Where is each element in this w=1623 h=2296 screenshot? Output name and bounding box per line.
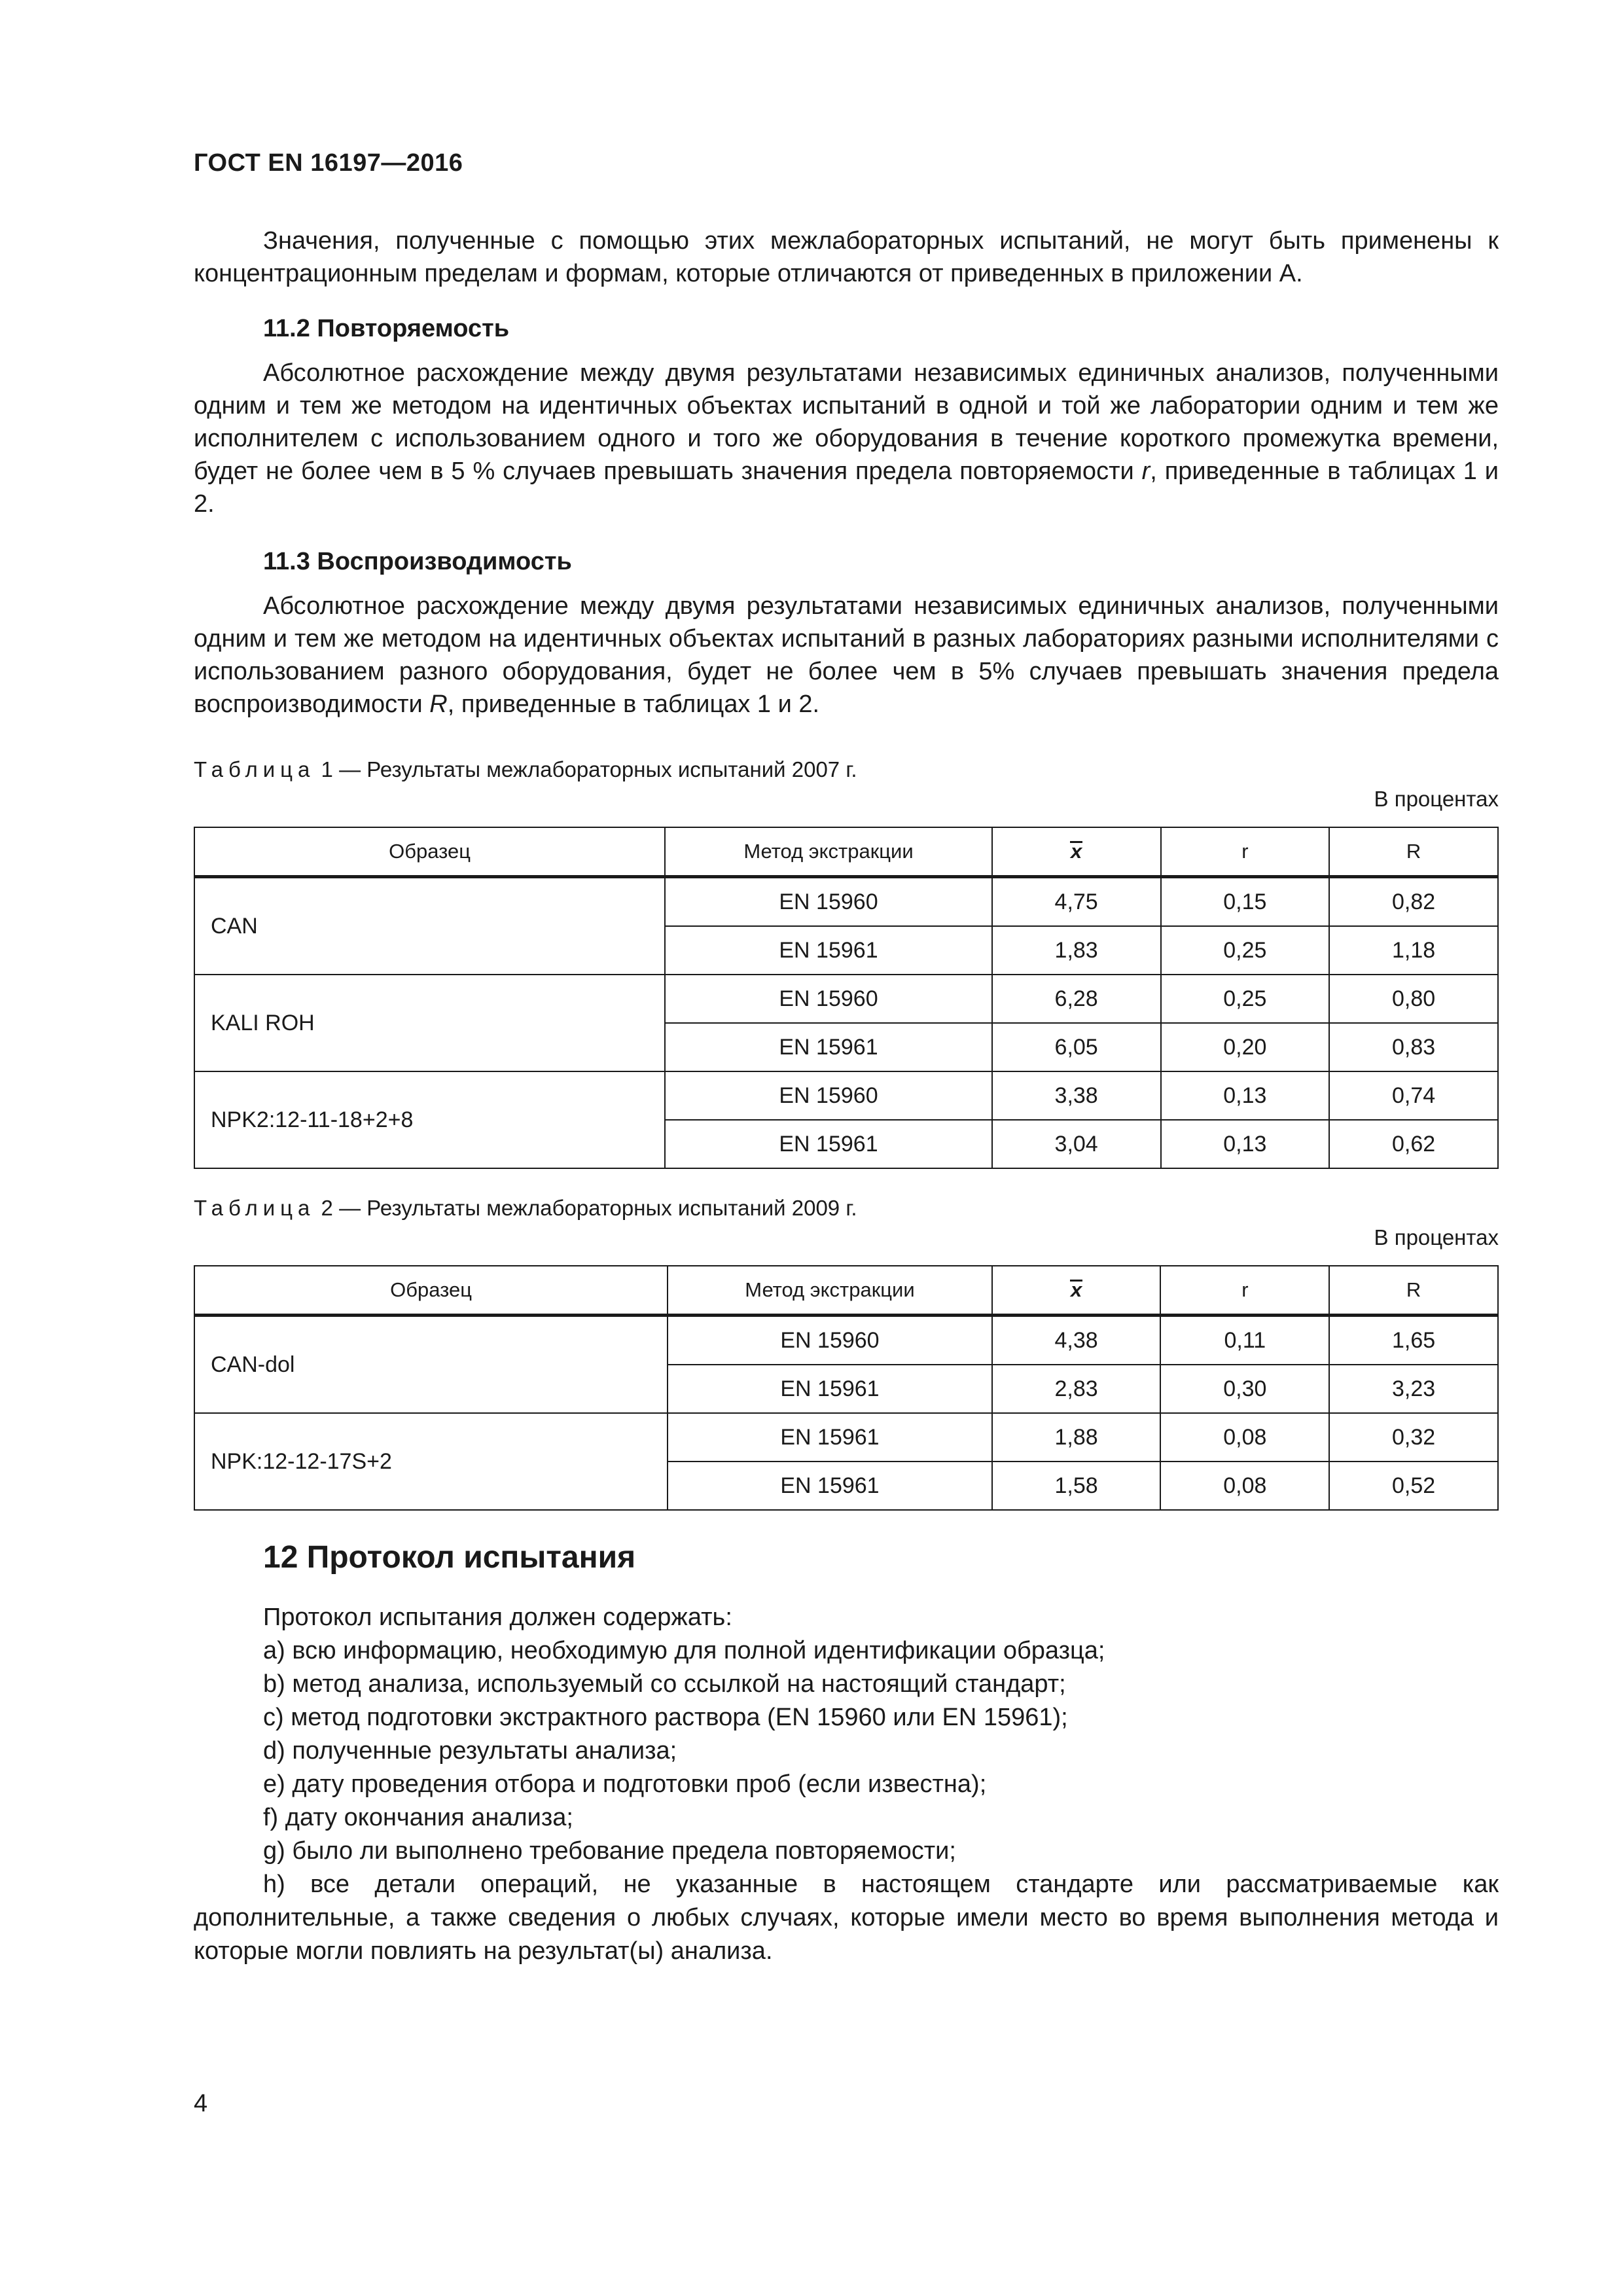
reproducibility-symbol: R — [429, 691, 448, 718]
mean-cell: 4,38 — [992, 1316, 1161, 1365]
mean-cell: 1,83 — [992, 926, 1161, 975]
intro-paragraph: Значения, полученные с помощью этих межлабораторных испытаний, не могут быть применены к концентрационным пределам и формам, которые отличаются от приведенных в приложении А. — [194, 227, 1499, 287]
section-11-2-title: 11.2 Повторяемость — [263, 315, 510, 342]
list-item: g) было ли выполнено требование предела повторяемости; — [263, 1837, 956, 1865]
R-cell: 0,32 — [1329, 1413, 1498, 1462]
table-row — [194, 877, 1498, 927]
header-method: Метод экстракции — [665, 827, 992, 877]
header-sample: Образец — [194, 1266, 668, 1316]
method-cell: EN 15960 — [668, 1316, 992, 1365]
table-number: 2 — [315, 1196, 333, 1220]
list-item: b) метод анализа, используемый со ссылкой на настоящий стандарт; — [263, 1670, 1066, 1698]
method-cell: EN 15961 — [665, 926, 992, 975]
list-lead: Протокол испытания должен содержать: — [263, 1604, 732, 1631]
text-part: Абсолютное расхождение между двумя результатами независимых единичных анализов, полученными одним и тем же методом на идентичных объектах испытаний в разных лабораториях разными исполнителями с использованием разного оборудования, будет не более чем в 5% случаев превышать значения предела воспроизводимости — [194, 592, 1499, 718]
mean-cell: 1,88 — [992, 1413, 1161, 1462]
R-cell: 1,18 — [1329, 926, 1498, 975]
mean-cell: 4,75 — [992, 877, 1161, 927]
r-cell: 0,25 — [1161, 975, 1330, 1023]
header-reproducibility: R — [1329, 827, 1498, 877]
method-cell: EN 15961 — [668, 1365, 992, 1413]
r-cell: 0,20 — [1161, 1023, 1330, 1071]
sample-cell: NPK:12-12-17S+2 — [194, 1413, 668, 1510]
list-item: a) всю информацию, необходимую для полной идентификации образца; — [263, 1637, 1105, 1664]
R-cell: 1,65 — [1329, 1316, 1498, 1365]
mean-cell: 3,04 — [992, 1120, 1161, 1168]
section-11-3-title: 11.3 Воспроизводимость — [263, 548, 572, 575]
sample-cell: CAN — [194, 877, 665, 975]
R-cell: 0,62 — [1329, 1120, 1498, 1168]
table-title: — Результаты межлабораторных испытаний 2009 г. — [332, 1196, 857, 1220]
mean-cell: 6,28 — [992, 975, 1161, 1023]
text-part: , приведенные в таблицах 1 и 2. — [194, 457, 1499, 518]
table-header-row — [194, 827, 1498, 877]
table-label: Таблица — [194, 1196, 315, 1220]
mean-symbol: x — [1070, 1278, 1082, 1301]
table-row — [194, 1071, 1498, 1120]
list-item: f) дату окончания анализа; — [263, 1804, 573, 1831]
section-12-title: 12 Протокол испытания — [263, 1540, 636, 1575]
repeatability-symbol: r — [1141, 457, 1150, 485]
mean-cell: 1,58 — [992, 1462, 1161, 1510]
r-cell: 0,11 — [1160, 1316, 1329, 1365]
mean-cell: 2,83 — [992, 1365, 1161, 1413]
r-cell: 0,13 — [1161, 1120, 1330, 1168]
table-number: 1 — [315, 757, 333, 781]
header-repeatability: r — [1160, 1266, 1329, 1316]
method-cell: EN 15960 — [665, 975, 992, 1023]
method-cell: EN 15960 — [665, 877, 992, 927]
sample-cell: CAN-dol — [194, 1316, 668, 1414]
header-mean — [992, 1266, 1161, 1316]
R-cell: 3,23 — [1329, 1365, 1498, 1413]
table2-unit: В процентах — [1374, 1225, 1499, 1249]
section-11-2-text — [194, 357, 1499, 520]
list-item: h) все детали операций, не указанные в настоящем стандарте или рассматриваемые как дополнительные, а также сведения о любых случаях, которые имели место во время выполнения метода и которые могли повлиять на результат(ы) анализа. — [194, 1871, 1499, 1965]
table-title: — Результаты межлабораторных испытаний 2007 г. — [332, 757, 857, 781]
list-item: d) полученные результаты анализа; — [263, 1737, 677, 1765]
list-item: e) дату проведения отбора и подготовки проб (если известна); — [263, 1770, 987, 1798]
table-header-row — [194, 1266, 1498, 1316]
text-part: Абсолютное расхождение между двумя результатами независимых единичных анализов, полученными одним и тем же методом на идентичных объектах испытаний в одной и той же лаборатории одним и тем же исполнителем с использованием одного и того же оборудования в течение короткого промежутка времени, будет не более чем в 5 % случаев превышать значения предела повторяемости — [194, 359, 1499, 485]
document-id: ГОСТ EN 16197—2016 — [194, 149, 463, 177]
r-cell: 0,08 — [1160, 1413, 1329, 1462]
method-cell: EN 15961 — [668, 1462, 992, 1510]
header-method: Метод экстракции — [668, 1266, 992, 1316]
method-cell: EN 15961 — [665, 1120, 992, 1168]
R-cell: 0,82 — [1329, 877, 1498, 927]
mean-cell: 6,05 — [992, 1023, 1161, 1071]
r-cell: 0,13 — [1161, 1071, 1330, 1120]
header-sample: Образец — [194, 827, 665, 877]
list-item: c) метод подготовки экстрактного раствора (EN 15960 или EN 15961); — [263, 1704, 1068, 1731]
R-cell: 0,52 — [1329, 1462, 1498, 1510]
table2 — [194, 1265, 1499, 1511]
table1-unit: В процентах — [1374, 787, 1499, 811]
table-row — [194, 1316, 1498, 1365]
R-cell: 0,80 — [1329, 975, 1498, 1023]
r-cell: 0,25 — [1161, 926, 1330, 975]
header-mean — [992, 827, 1161, 877]
sample-cell: KALI ROH — [194, 975, 665, 1071]
method-cell: EN 15960 — [665, 1071, 992, 1120]
table-row — [194, 1413, 1498, 1462]
header-reproducibility: R — [1329, 1266, 1498, 1316]
section-12-list — [194, 1601, 1499, 1968]
page-number: 4 — [194, 2090, 208, 2117]
table1 — [194, 827, 1499, 1169]
text-part: , приведенные в таблицах 1 и 2. — [447, 691, 820, 718]
r-cell: 0,30 — [1160, 1365, 1329, 1413]
table-row — [194, 975, 1498, 1023]
header-repeatability: r — [1161, 827, 1330, 877]
r-cell: 0,08 — [1160, 1462, 1329, 1510]
section-11-3-text — [194, 590, 1499, 721]
table1-caption — [194, 757, 857, 782]
R-cell: 0,74 — [1329, 1071, 1498, 1120]
method-cell: EN 15961 — [668, 1413, 992, 1462]
sample-cell: NPK2:12-11-18+2+8 — [194, 1071, 665, 1168]
mean-symbol: x — [1071, 840, 1082, 863]
R-cell: 0,83 — [1329, 1023, 1498, 1071]
r-cell: 0,15 — [1161, 877, 1330, 927]
mean-cell: 3,38 — [992, 1071, 1161, 1120]
table2-caption — [194, 1196, 857, 1221]
method-cell: EN 15961 — [665, 1023, 992, 1071]
table-label: Таблица — [194, 757, 315, 781]
